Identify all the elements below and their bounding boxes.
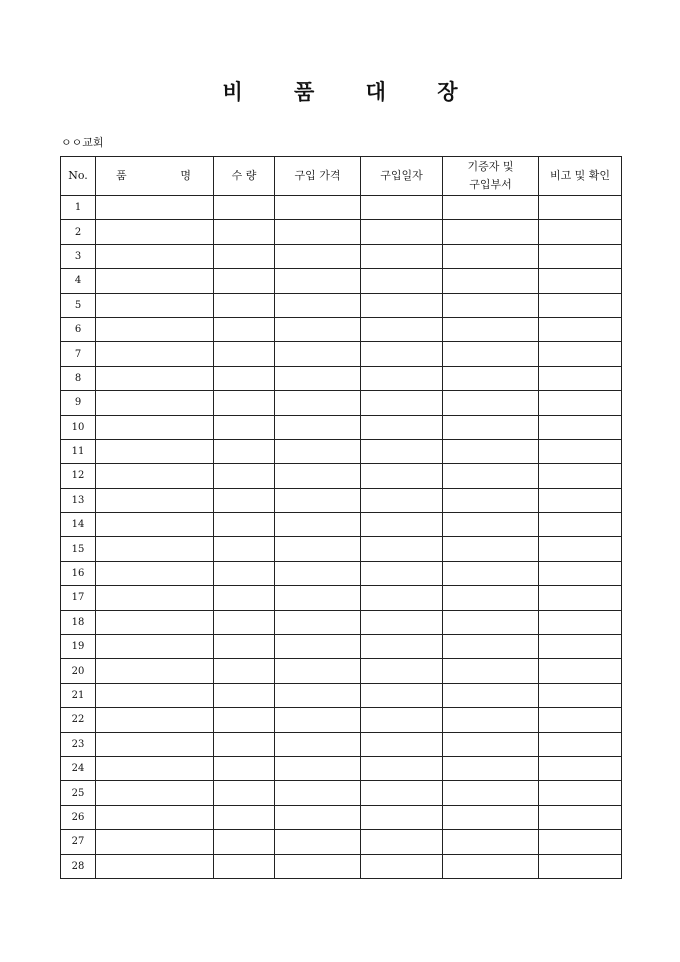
- row-number: 20: [61, 659, 96, 683]
- row-number: 5: [61, 293, 96, 317]
- remarks-cell[interactable]: [539, 220, 622, 244]
- purchase-price-cell[interactable]: [275, 610, 361, 634]
- donor-department-cell[interactable]: [443, 244, 539, 268]
- purchase-date-cell[interactable]: [361, 610, 443, 634]
- purchase-price-cell[interactable]: [275, 781, 361, 805]
- donor-department-cell[interactable]: [443, 342, 539, 366]
- quantity-cell[interactable]: [214, 683, 275, 707]
- remarks-cell[interactable]: [539, 439, 622, 463]
- purchase-price-cell[interactable]: [275, 342, 361, 366]
- remarks-cell[interactable]: [539, 537, 622, 561]
- donor-department-cell[interactable]: [443, 415, 539, 439]
- table-row: [61, 391, 622, 415]
- table-row: [61, 415, 622, 439]
- table-row: [61, 854, 622, 878]
- row-number: 22: [61, 708, 96, 732]
- remarks-cell[interactable]: [539, 269, 622, 293]
- table-row: [61, 220, 622, 244]
- row-number: 2: [61, 220, 96, 244]
- row-number: 13: [61, 488, 96, 512]
- row-number: 1: [61, 196, 96, 220]
- table-row: [61, 488, 622, 512]
- row-number: 14: [61, 513, 96, 537]
- purchase-price-cell[interactable]: [275, 708, 361, 732]
- header-quantity: 수 량: [214, 157, 275, 196]
- table-row: [61, 269, 622, 293]
- donor-department-cell[interactable]: [443, 586, 539, 610]
- quantity-cell[interactable]: [214, 220, 275, 244]
- quantity-cell[interactable]: [214, 342, 275, 366]
- purchase-date-cell[interactable]: [361, 415, 443, 439]
- donor-department-cell[interactable]: [443, 756, 539, 780]
- table-row: [61, 805, 622, 829]
- item-name-cell[interactable]: [96, 659, 214, 683]
- remarks-cell[interactable]: [539, 561, 622, 585]
- table-row: [61, 366, 622, 390]
- purchase-date-cell[interactable]: [361, 317, 443, 341]
- table-row: [61, 683, 622, 707]
- quantity-cell[interactable]: [214, 391, 275, 415]
- remarks-cell[interactable]: [539, 830, 622, 854]
- purchase-date-cell[interactable]: [361, 732, 443, 756]
- row-number: 24: [61, 756, 96, 780]
- item-name-cell[interactable]: [96, 537, 214, 561]
- table-row: [61, 439, 622, 463]
- quantity-cell[interactable]: [214, 439, 275, 463]
- donor-department-cell[interactable]: [443, 366, 539, 390]
- item-name-cell[interactable]: [96, 269, 214, 293]
- header-no: No.: [61, 157, 96, 196]
- purchase-date-cell[interactable]: [361, 830, 443, 854]
- donor-department-cell[interactable]: [443, 635, 539, 659]
- purchase-date-cell[interactable]: [361, 683, 443, 707]
- quantity-cell[interactable]: [214, 610, 275, 634]
- row-number: 28: [61, 854, 96, 878]
- purchase-price-cell[interactable]: [275, 732, 361, 756]
- row-number: 21: [61, 683, 96, 707]
- table-body: [61, 196, 622, 879]
- table-row: [61, 610, 622, 634]
- row-number: 25: [61, 781, 96, 805]
- remarks-cell[interactable]: [539, 513, 622, 537]
- donor-department-cell[interactable]: [443, 269, 539, 293]
- purchase-date-cell[interactable]: [361, 293, 443, 317]
- quantity-cell[interactable]: [214, 415, 275, 439]
- item-name-cell[interactable]: [96, 635, 214, 659]
- purchase-price-cell[interactable]: [275, 830, 361, 854]
- table-row: [61, 317, 622, 341]
- item-name-cell[interactable]: [96, 805, 214, 829]
- purchase-price-cell[interactable]: [275, 561, 361, 585]
- item-name-cell[interactable]: [96, 366, 214, 390]
- donor-department-cell[interactable]: [443, 561, 539, 585]
- donor-department-cell[interactable]: [443, 464, 539, 488]
- purchase-date-cell[interactable]: [361, 464, 443, 488]
- table-row: [61, 464, 622, 488]
- donor-department-cell[interactable]: [443, 537, 539, 561]
- row-number: 3: [61, 244, 96, 268]
- purchase-date-cell[interactable]: [361, 513, 443, 537]
- donor-department-cell[interactable]: [443, 781, 539, 805]
- purchase-price-cell[interactable]: [275, 854, 361, 878]
- remarks-cell[interactable]: [539, 196, 622, 220]
- table-row: [61, 513, 622, 537]
- donor-department-cell[interactable]: [443, 196, 539, 220]
- remarks-cell[interactable]: [539, 464, 622, 488]
- table-header-row: [61, 157, 622, 196]
- header-item-name: [96, 157, 214, 196]
- item-name-cell[interactable]: [96, 342, 214, 366]
- page-title: 비 품 대 장: [222, 79, 480, 104]
- donor-department-cell[interactable]: [443, 391, 539, 415]
- donor-department-cell[interactable]: [443, 830, 539, 854]
- item-name-cell[interactable]: [96, 610, 214, 634]
- remarks-cell[interactable]: [539, 488, 622, 512]
- purchase-date-cell[interactable]: [361, 220, 443, 244]
- table-row: [61, 196, 622, 220]
- header-purchase-price: 구입 가격: [275, 157, 361, 196]
- purchase-price-cell[interactable]: [275, 196, 361, 220]
- quantity-cell[interactable]: [214, 488, 275, 512]
- item-name-cell[interactable]: [96, 464, 214, 488]
- purchase-date-cell[interactable]: [361, 635, 443, 659]
- remarks-cell[interactable]: [539, 293, 622, 317]
- purchase-price-cell[interactable]: [275, 683, 361, 707]
- purchase-price-cell[interactable]: [275, 415, 361, 439]
- purchase-date-cell[interactable]: [361, 196, 443, 220]
- remarks-cell[interactable]: [539, 659, 622, 683]
- row-number: 6: [61, 317, 96, 341]
- remarks-cell[interactable]: [539, 732, 622, 756]
- quantity-cell[interactable]: [214, 708, 275, 732]
- purchase-date-cell[interactable]: [361, 342, 443, 366]
- purchase-price-cell[interactable]: [275, 464, 361, 488]
- row-number: 7: [61, 342, 96, 366]
- item-name-cell[interactable]: [96, 781, 214, 805]
- purchase-date-cell[interactable]: [361, 561, 443, 585]
- quantity-cell[interactable]: [214, 854, 275, 878]
- item-name-cell[interactable]: [96, 488, 214, 512]
- donor-department-cell[interactable]: [443, 439, 539, 463]
- header-donor-line1: 기증자 및: [467, 160, 514, 173]
- header-donor-line2: 구입부서: [469, 178, 512, 191]
- purchase-price-cell[interactable]: [275, 269, 361, 293]
- remarks-cell[interactable]: [539, 635, 622, 659]
- quantity-cell[interactable]: [214, 561, 275, 585]
- remarks-cell[interactable]: [539, 586, 622, 610]
- table-row: [61, 732, 622, 756]
- row-number: 16: [61, 561, 96, 585]
- purchase-date-cell[interactable]: [361, 439, 443, 463]
- purchase-price-cell[interactable]: [275, 586, 361, 610]
- donor-department-cell[interactable]: [443, 513, 539, 537]
- purchase-price-cell[interactable]: [275, 635, 361, 659]
- quantity-cell[interactable]: [214, 317, 275, 341]
- purchase-price-cell[interactable]: [275, 293, 361, 317]
- donor-department-cell[interactable]: [443, 293, 539, 317]
- donor-department-cell[interactable]: [443, 317, 539, 341]
- purchase-price-cell[interactable]: [275, 439, 361, 463]
- item-name-cell[interactable]: [96, 708, 214, 732]
- remarks-cell[interactable]: [539, 854, 622, 878]
- row-number: 8: [61, 366, 96, 390]
- item-name-cell[interactable]: [96, 196, 214, 220]
- purchase-price-cell[interactable]: [275, 391, 361, 415]
- item-name-cell[interactable]: [96, 220, 214, 244]
- item-name-cell[interactable]: [96, 391, 214, 415]
- table-row: [61, 293, 622, 317]
- purchase-date-cell[interactable]: [361, 366, 443, 390]
- quantity-cell[interactable]: [214, 537, 275, 561]
- row-number: 12: [61, 464, 96, 488]
- item-name-cell[interactable]: [96, 586, 214, 610]
- item-name-cell[interactable]: [96, 293, 214, 317]
- purchase-price-cell[interactable]: [275, 513, 361, 537]
- table-row: [61, 659, 622, 683]
- remarks-cell[interactable]: [539, 781, 622, 805]
- purchase-date-cell[interactable]: [361, 854, 443, 878]
- table-row: [61, 561, 622, 585]
- quantity-cell[interactable]: [214, 196, 275, 220]
- header-item-name-right: 명: [180, 169, 191, 182]
- header-donor-department: [443, 157, 539, 196]
- row-number: 11: [61, 439, 96, 463]
- purchase-price-cell[interactable]: [275, 317, 361, 341]
- row-number: 18: [61, 610, 96, 634]
- quantity-cell[interactable]: [214, 464, 275, 488]
- quantity-cell[interactable]: [214, 513, 275, 537]
- item-name-cell[interactable]: [96, 830, 214, 854]
- remarks-cell[interactable]: [539, 366, 622, 390]
- remarks-cell[interactable]: [539, 708, 622, 732]
- item-name-cell[interactable]: [96, 415, 214, 439]
- purchase-date-cell[interactable]: [361, 659, 443, 683]
- quantity-cell[interactable]: [214, 756, 275, 780]
- remarks-cell[interactable]: [539, 342, 622, 366]
- quantity-cell[interactable]: [214, 586, 275, 610]
- donor-department-cell[interactable]: [443, 805, 539, 829]
- item-name-cell[interactable]: [96, 732, 214, 756]
- purchase-price-cell[interactable]: [275, 537, 361, 561]
- quantity-cell[interactable]: [214, 269, 275, 293]
- row-number: 27: [61, 830, 96, 854]
- table-row: [61, 708, 622, 732]
- remarks-cell[interactable]: [539, 391, 622, 415]
- purchase-price-cell[interactable]: [275, 756, 361, 780]
- donor-department-cell[interactable]: [443, 854, 539, 878]
- table-row: [61, 781, 622, 805]
- purchase-price-cell[interactable]: [275, 659, 361, 683]
- table-row: [61, 635, 622, 659]
- remarks-cell[interactable]: [539, 317, 622, 341]
- item-name-cell[interactable]: [96, 756, 214, 780]
- row-number: 19: [61, 635, 96, 659]
- item-name-cell[interactable]: [96, 683, 214, 707]
- row-number: 23: [61, 732, 96, 756]
- row-number: 17: [61, 586, 96, 610]
- item-name-cell[interactable]: [96, 513, 214, 537]
- quantity-cell[interactable]: [214, 366, 275, 390]
- quantity-cell[interactable]: [214, 805, 275, 829]
- quantity-cell[interactable]: [214, 830, 275, 854]
- donor-department-cell[interactable]: [443, 708, 539, 732]
- header-item-name-left: 품: [116, 169, 127, 182]
- quantity-cell[interactable]: [214, 635, 275, 659]
- purchase-date-cell[interactable]: [361, 244, 443, 268]
- table-row: [61, 830, 622, 854]
- row-number: 10: [61, 415, 96, 439]
- row-number: 9: [61, 391, 96, 415]
- remarks-cell[interactable]: [539, 756, 622, 780]
- donor-department-cell[interactable]: [443, 659, 539, 683]
- purchase-price-cell[interactable]: [275, 805, 361, 829]
- item-name-cell[interactable]: [96, 854, 214, 878]
- quantity-cell[interactable]: [214, 732, 275, 756]
- table-row: [61, 342, 622, 366]
- remarks-cell[interactable]: [539, 244, 622, 268]
- donor-department-cell[interactable]: [443, 220, 539, 244]
- table-row: [61, 586, 622, 610]
- remarks-cell[interactable]: [539, 805, 622, 829]
- row-number: 4: [61, 269, 96, 293]
- donor-department-cell[interactable]: [443, 683, 539, 707]
- purchase-date-cell[interactable]: [361, 391, 443, 415]
- purchase-date-cell[interactable]: [361, 781, 443, 805]
- purchase-date-cell[interactable]: [361, 269, 443, 293]
- purchase-price-cell[interactable]: [275, 488, 361, 512]
- table-row: [61, 244, 622, 268]
- purchase-price-cell[interactable]: [275, 244, 361, 268]
- inventory-table: [60, 156, 622, 879]
- purchase-price-cell[interactable]: [275, 220, 361, 244]
- remarks-cell[interactable]: [539, 610, 622, 634]
- row-number: 15: [61, 537, 96, 561]
- purchase-date-cell[interactable]: [361, 586, 443, 610]
- donor-department-cell[interactable]: [443, 732, 539, 756]
- quantity-cell[interactable]: [214, 244, 275, 268]
- item-name-cell[interactable]: [96, 317, 214, 341]
- purchase-price-cell[interactable]: [275, 366, 361, 390]
- item-name-cell[interactable]: [96, 561, 214, 585]
- donor-department-cell[interactable]: [443, 488, 539, 512]
- purchase-date-cell[interactable]: [361, 708, 443, 732]
- table-row: [61, 537, 622, 561]
- remarks-cell[interactable]: [539, 415, 622, 439]
- purchase-date-cell[interactable]: [361, 805, 443, 829]
- purchase-date-cell[interactable]: [361, 756, 443, 780]
- header-purchase-date: 구입일자: [361, 157, 443, 196]
- item-name-cell[interactable]: [96, 439, 214, 463]
- organization-label: ㅇㅇ교회: [61, 136, 104, 149]
- quantity-cell[interactable]: [214, 781, 275, 805]
- row-number: 26: [61, 805, 96, 829]
- quantity-cell[interactable]: [214, 659, 275, 683]
- donor-department-cell[interactable]: [443, 610, 539, 634]
- table-row: [61, 756, 622, 780]
- purchase-date-cell[interactable]: [361, 488, 443, 512]
- item-name-cell[interactable]: [96, 244, 214, 268]
- remarks-cell[interactable]: [539, 683, 622, 707]
- purchase-date-cell[interactable]: [361, 537, 443, 561]
- quantity-cell[interactable]: [214, 293, 275, 317]
- header-remarks: 비고 및 확인: [539, 157, 622, 196]
